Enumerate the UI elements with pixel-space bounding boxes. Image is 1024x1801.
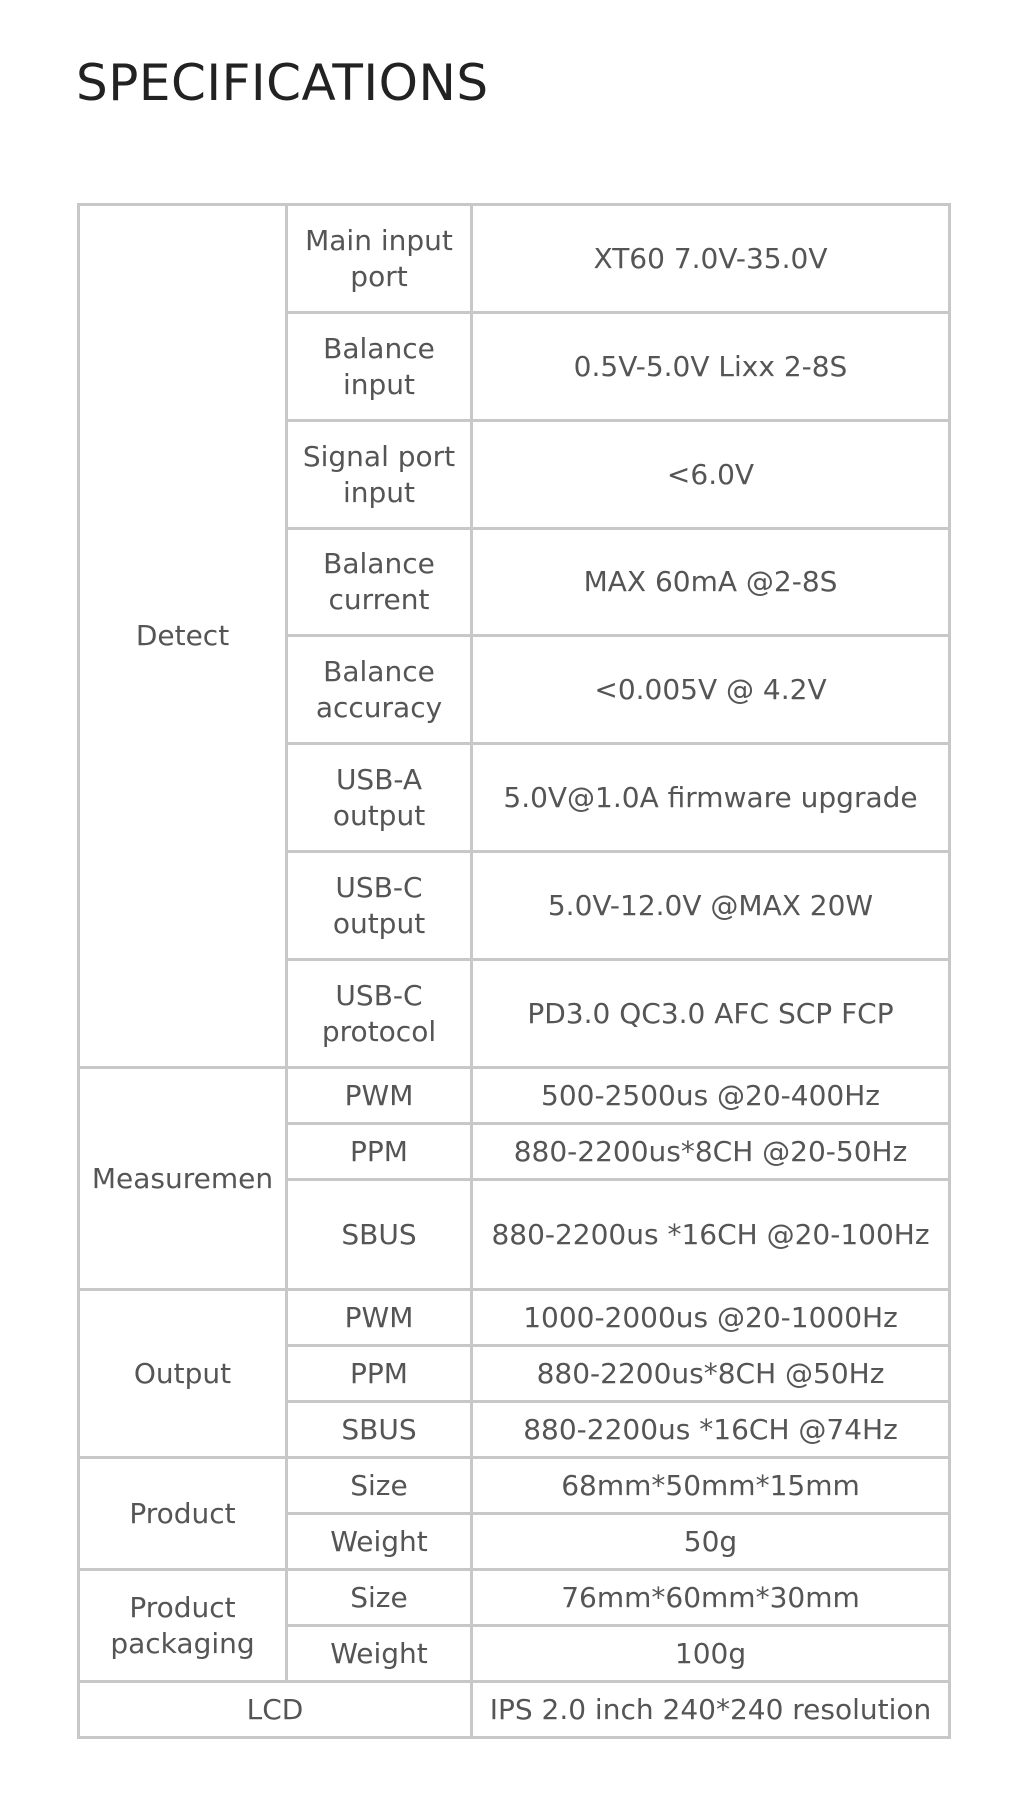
param-cell: Weight [287, 1626, 472, 1682]
group-label-packaging: Product packaging [79, 1570, 287, 1682]
value-cell: 880-2200us *16CH @20-100Hz [472, 1180, 950, 1290]
param-cell: Signal port input [287, 421, 472, 529]
specifications-table [77, 203, 951, 1739]
param-cell: PPM [287, 1346, 472, 1402]
value-cell: IPS 2.0 inch 240*240 resolution [472, 1682, 950, 1738]
param-cell: Balance input [287, 313, 472, 421]
group-label-lcd: LCD [79, 1682, 472, 1738]
table-row [79, 205, 950, 313]
table-row [79, 1290, 950, 1346]
table-row [79, 1682, 950, 1738]
param-cell: Size [287, 1570, 472, 1626]
value-cell: 5.0V-12.0V @MAX 20W [472, 852, 950, 960]
table-row [79, 1570, 950, 1626]
param-cell: Balance accuracy [287, 636, 472, 744]
param-cell: USB-A output [287, 744, 472, 852]
value-cell: <6.0V [472, 421, 950, 529]
value-cell: 68mm*50mm*15mm [472, 1458, 950, 1514]
param-cell: PPM [287, 1124, 472, 1180]
group-label-product: Product [79, 1458, 287, 1570]
param-cell: USB-C protocol [287, 960, 472, 1068]
value-cell: 5.0V@1.0A firmware upgrade [472, 744, 950, 852]
param-cell: SBUS [287, 1180, 472, 1290]
value-cell: 0.5V-5.0V Lixx 2-8S [472, 313, 950, 421]
table-row [79, 1458, 950, 1514]
param-cell: SBUS [287, 1402, 472, 1458]
param-cell: USB-C output [287, 852, 472, 960]
table-row [79, 1068, 950, 1124]
value-cell: 500-2500us @20-400Hz [472, 1068, 950, 1124]
param-cell: PWM [287, 1290, 472, 1346]
value-cell: XT60 7.0V-35.0V [472, 205, 950, 313]
group-label-output: Output [79, 1290, 287, 1458]
value-cell: 100g [472, 1626, 950, 1682]
value-cell: 1000-2000us @20-1000Hz [472, 1290, 950, 1346]
param-cell: PWM [287, 1068, 472, 1124]
param-cell: Size [287, 1458, 472, 1514]
param-cell: Balance current [287, 529, 472, 636]
value-cell: PD3.0 QC3.0 AFC SCP FCP [472, 960, 950, 1068]
value-cell: 50g [472, 1514, 950, 1570]
value-cell: 880-2200us*8CH @50Hz [472, 1346, 950, 1402]
page-title: SPECIFICATIONS [76, 54, 489, 112]
value-cell: 880-2200us *16CH @74Hz [472, 1402, 950, 1458]
value-cell: 880-2200us*8CH @20-50Hz [472, 1124, 950, 1180]
value-cell: MAX 60mA @2-8S [472, 529, 950, 636]
group-label-measurement: Measuremen [79, 1068, 287, 1290]
group-label-detect: Detect [79, 205, 287, 1068]
param-cell: Weight [287, 1514, 472, 1570]
value-cell: <0.005V @ 4.2V [472, 636, 950, 744]
value-cell: 76mm*60mm*30mm [472, 1570, 950, 1626]
param-cell: Main input port [287, 205, 472, 313]
